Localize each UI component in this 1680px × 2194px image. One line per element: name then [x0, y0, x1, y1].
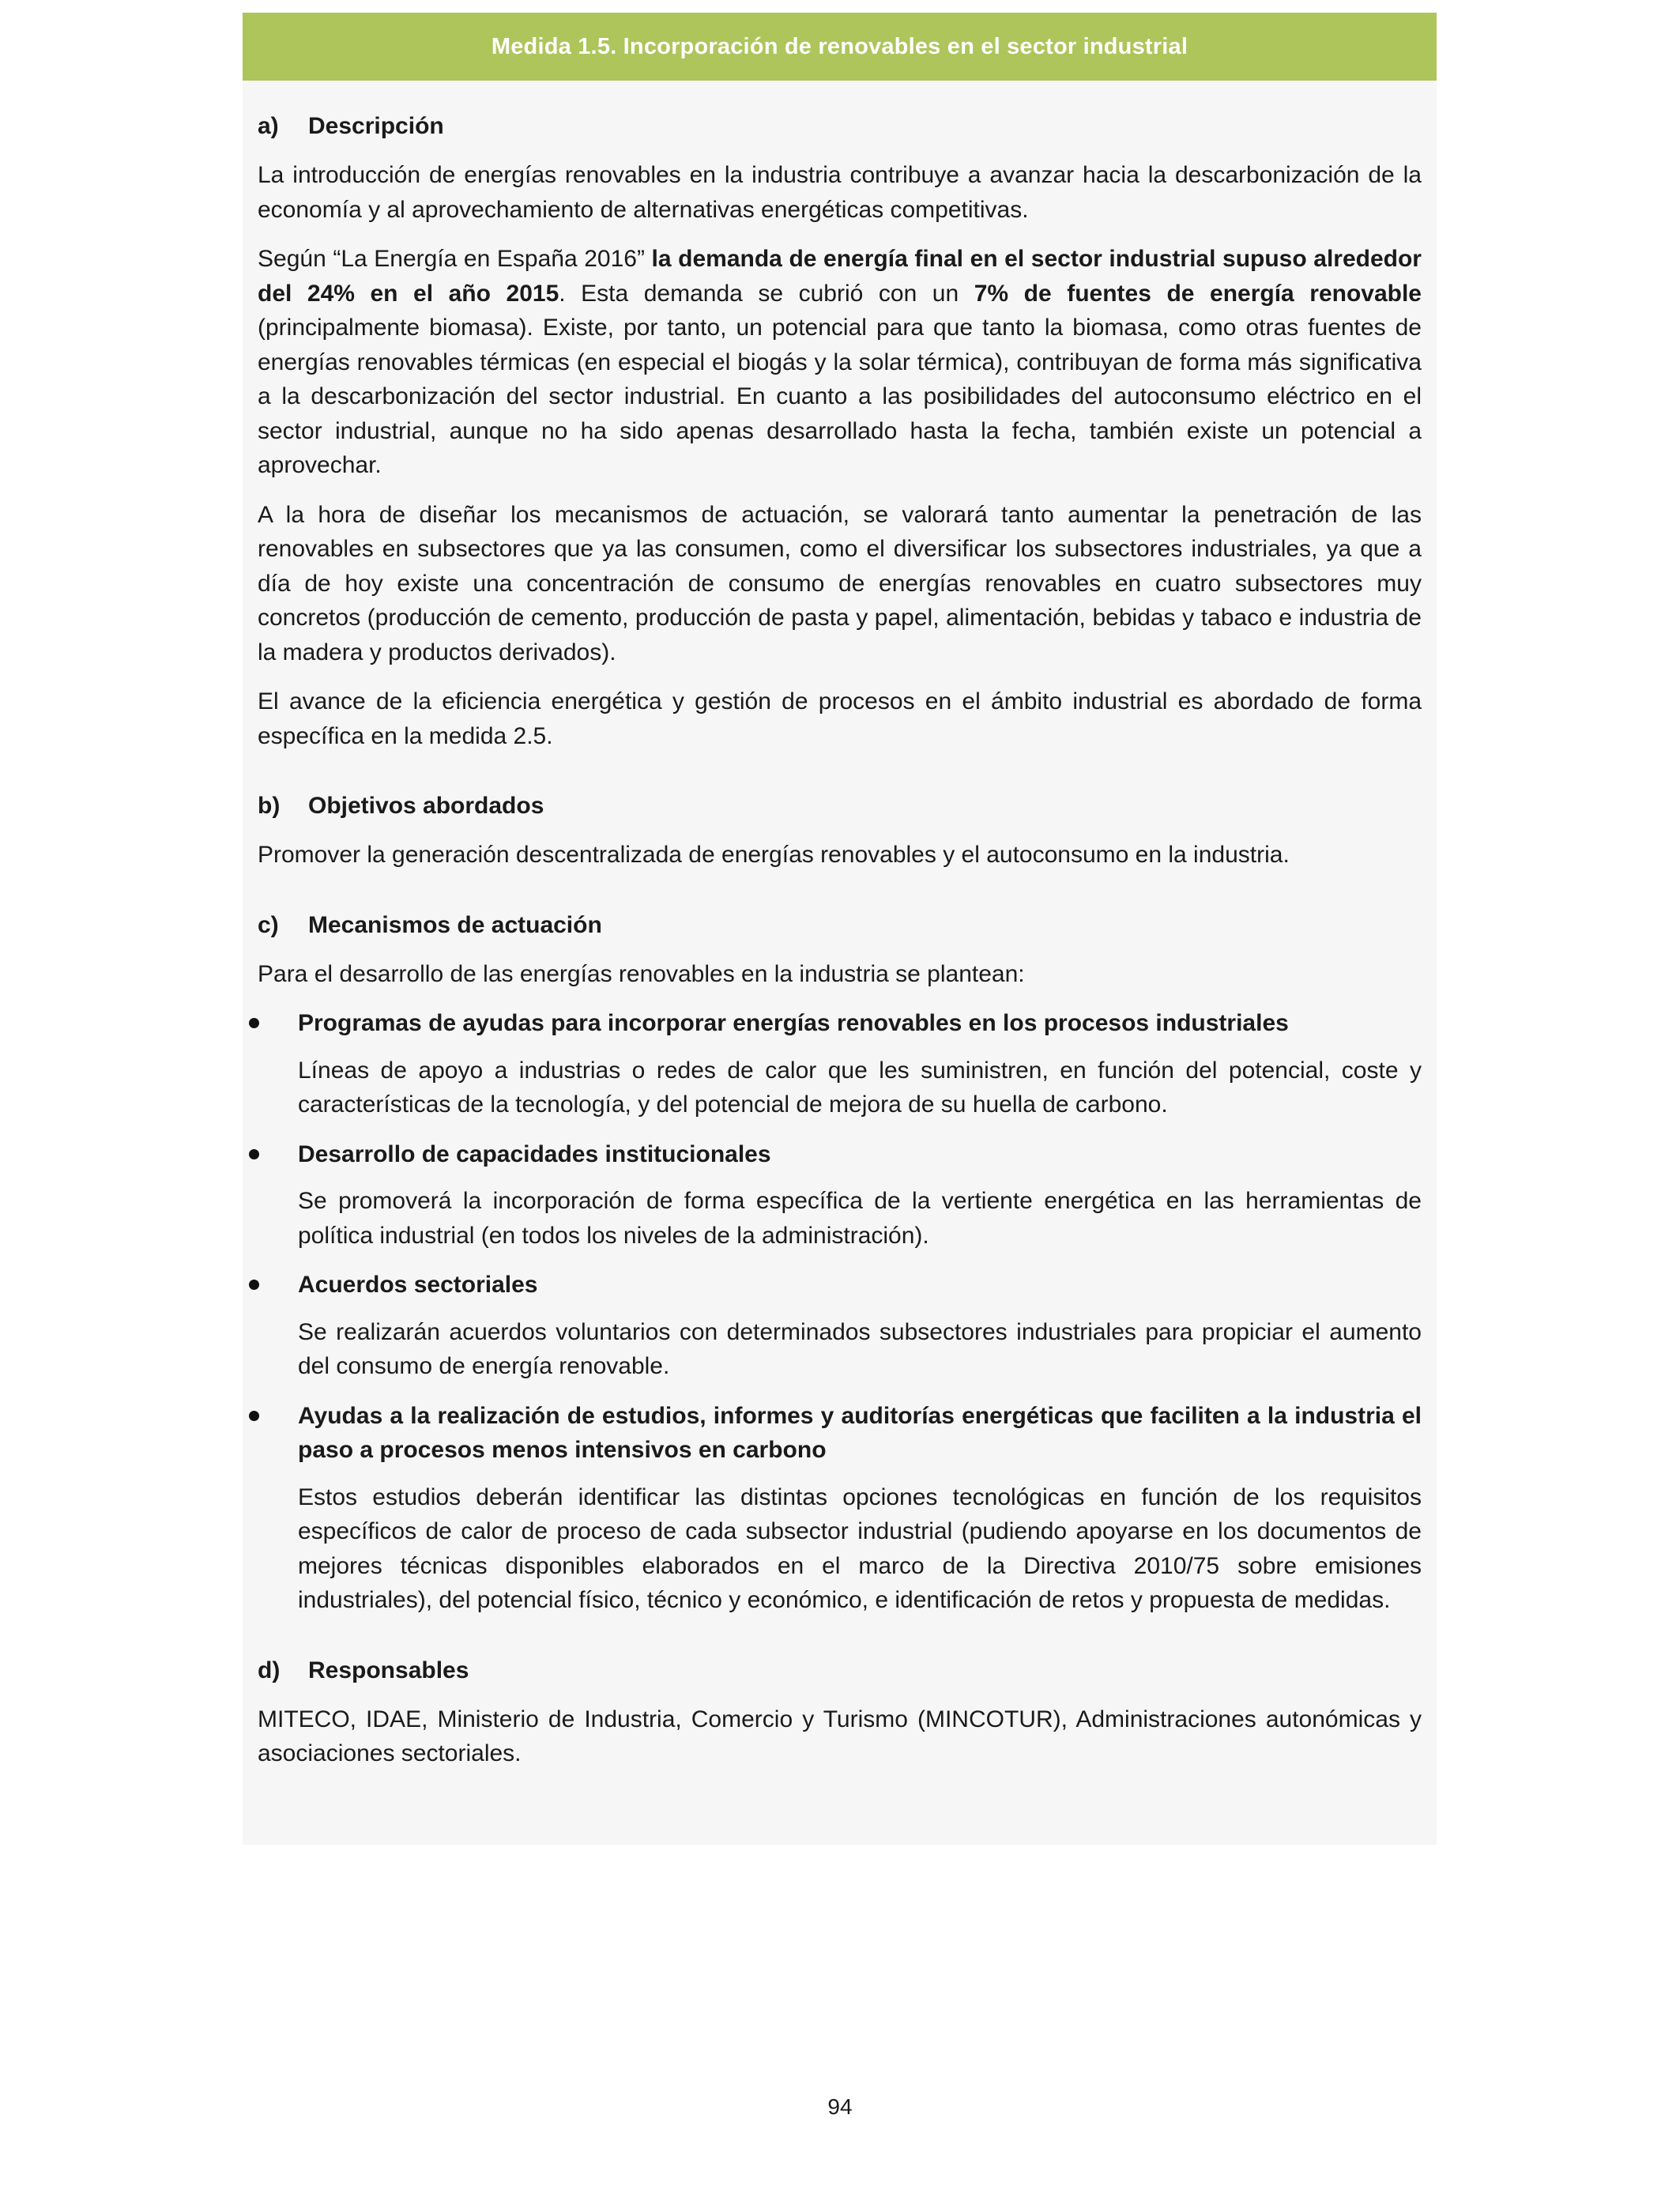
list-item-title: Ayudas a la realización de estudios, informes y auditorías energéticas que faciliten a la industria el paso a procesos menos intensivos en carbono	[298, 1402, 1422, 1463]
bold-text-run: 7% de fuentes de energía renovable	[974, 280, 1422, 307]
description-paragraph-4: El avance de la eficiencia energética y gestión de procesos en el ámbito industrial es abordado de forma específica en la medida 2.5.	[258, 688, 1422, 749]
objectives-paragraph: Promover la generación descentralizada de energías renovables y el autoconsumo en la industria.	[258, 842, 1290, 868]
section-spacer	[258, 888, 1422, 910]
page-number: 94	[827, 2094, 853, 2119]
text-run: Según “La Energía en España 2016”	[258, 246, 652, 272]
bold-text-run: la demanda de energía final en el sector industrial supuso alrededor del 24% en el año 2015	[258, 246, 1422, 307]
bullet-icon	[249, 1149, 259, 1159]
mechanisms-intro: Para el desarrollo de las energías renovables en la industria se plantean:	[258, 960, 1025, 987]
responsibles-paragraph: MITECO, IDAE, Ministerio de Industria, Comercio y Turismo (MINCOTUR), Administraciones autonómicas y asociaciones sectoriales.	[258, 1706, 1422, 1766]
list-item-body: Estos estudios deberán identificar las distintas opciones tecnológicas en función de los requisitos específicos de calor de proceso de cada subsector industrial (pudiendo apoyarse en los documentos de mejores técnicas disponibles elaborados en el marco de la Directiva 2010/75 sobre emisiones industriales), del potencial físico, técnico y económico, e identificación de retos y propuesta de medidas.	[298, 1483, 1422, 1613]
description-paragraph-3: A la hora de diseñar los mecanismos de actuación, se valorará tanto aumentar la penetración de las renovables en subsectores que ya las consumen, como el diversificar los subsectores industriales, ya que a día de hoy existe una concentración de consumo de energías renovables en cuatro subsectores muy concretos (producción de cemento, producción de pasta y papel, alimentación, bebidas y tabaco e industria de la madera y productos derivados).	[258, 501, 1422, 665]
list-item	[258, 1399, 1422, 1618]
list-item-body: Se promoverá la incorporación de forma específica de la vertiente energética en las herramientas de política industrial (en todos los niveles de la administración).	[298, 1188, 1422, 1249]
section-b-heading	[258, 790, 1422, 822]
measure-box	[243, 13, 1437, 1845]
list-item-title: Desarrollo de capacidades institucionales	[298, 1140, 771, 1167]
list-item	[258, 1006, 1422, 1122]
bullet-icon	[249, 1018, 259, 1028]
section-title: Descripción	[308, 113, 444, 139]
list-item-title: Programas de ayudas para incorporar energías renovables en los procesos industriales	[298, 1010, 1289, 1036]
list-item-body: Se realizarán acuerdos voluntarios con determinados subsectores industriales para propiciar el aumento del consumo de energía renovable.	[298, 1318, 1422, 1379]
section-title: Mecanismos de actuación	[308, 911, 602, 938]
list-item	[258, 1137, 1422, 1253]
bullet-icon	[249, 1411, 259, 1421]
bullet-icon	[249, 1280, 259, 1290]
measure-title: Medida 1.5. Incorporación de renovables en el sector industrial	[491, 33, 1188, 59]
measure-content	[243, 81, 1437, 1771]
list-item-title: Acuerdos sectoriales	[298, 1272, 538, 1298]
section-letter: d)	[258, 1657, 281, 1683]
section-letter: c)	[258, 911, 279, 938]
section-c-heading	[258, 910, 1422, 941]
section-letter: a)	[258, 113, 279, 139]
section-spacer	[258, 768, 1422, 790]
section-letter: b)	[258, 793, 281, 819]
description-paragraph-1: La introducción de energías renovables en la industria contribuye a avanzar hacia la descarbonización de la economía y al aprovechamiento de alternativas energéticas competitivas.	[258, 162, 1422, 223]
section-a-heading	[258, 111, 1422, 142]
section-title: Responsables	[308, 1657, 469, 1683]
text-run: . Esta demanda se cubrió con un	[559, 280, 974, 307]
section-title: Objetivos abordados	[308, 793, 544, 819]
measure-header	[243, 13, 1437, 81]
text-run: (principalmente biomasa). Existe, por tanto, un potencial para que tanto la biomasa, como otras fuentes de energías renovables térmicas (en especial el biogás y la solar térmica), contribuyan de forma más significativa a la descarbonización del sector industrial. En cuanto a las posibilidades del autoconsumo eléctrico en el sector industrial, aunque no ha sido apenas desarrollado hasta la fecha, también existe un potencial a aprovechar.	[258, 315, 1422, 478]
description-paragraph-2	[258, 242, 1422, 483]
section-d-heading	[258, 1655, 1422, 1687]
list-item-body: Líneas de apoyo a industrias o redes de calor que les suministren, en función del potencial, coste y características de la tecnología, y del potencial de mejora de su huella de carbono.	[298, 1057, 1422, 1118]
list-item	[258, 1268, 1422, 1384]
section-spacer	[258, 1633, 1422, 1655]
